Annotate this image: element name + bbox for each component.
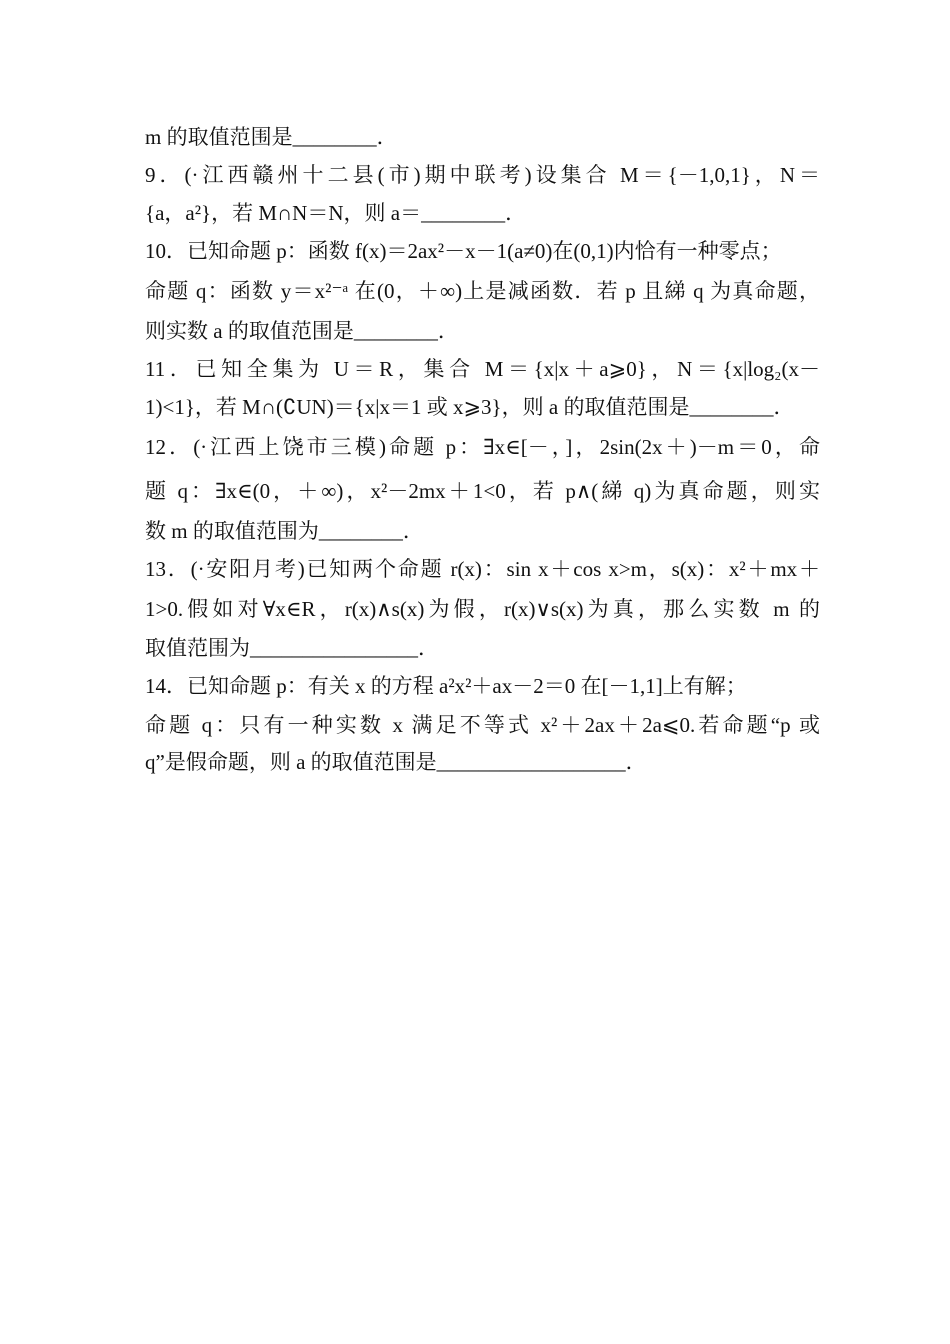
text-line-17: q”是假命题，则 a 的取值范围是__________________． — [145, 750, 647, 774]
text-line-12: 13．(·安阳月考)已知两个命题 r(x)：sin x＋cos x>m，s(x)：x²＋mx＋ — [145, 557, 820, 581]
text-line-13: 1>0.假如对∀x∈R，r(x)∧s(x)为假，r(x)∨s(x)为真，那么实数 m 的 — [145, 597, 820, 621]
text-line-3: {a，a²}，若 M∩N＝N，则 a＝________． — [145, 201, 527, 225]
text-line-10: 题 q：∃x∈(0，＋∞)，x²－2mx＋1<0，若 p∧(綈 q)为真命题，则实 — [145, 479, 820, 503]
text-line-16: 命题 q：只有一种实数 x 满足不等式 x²＋2ax＋2a⩽0.若命题“p 或 — [145, 713, 820, 737]
text-line-6: 则实数 a 的取值范围是________． — [145, 319, 459, 343]
text-line-15: 14．已知命题 p：有关 x 的方程 a²x²＋ax－2＝0 在[－1,1]上有解； — [145, 674, 747, 698]
text-line-4: 10．已知命题 p：函数 f(x)＝2ax²－x－1(a≠0)在(0,1)内恰有一种零点； — [145, 239, 782, 263]
text-line-5: 命题 q：函数 y＝x²⁻ᵃ 在(0，＋∞)上是减函数．若 p 且綈 q 为真命题， — [145, 279, 820, 303]
text-line-11: 数 m 的取值范围为________． — [145, 519, 424, 543]
text-line-7: 11．已知全集为 U＝R，集合 M＝{x|x＋a⩾0}，N＝{x|log₂(x－ — [145, 357, 820, 381]
text-line-2: 9．(·江西赣州十二县(市)期中联考)设集合 M＝{－1,0,1}，N＝ — [145, 163, 820, 187]
text-line-14: 取值范围为________________． — [145, 636, 439, 660]
text-line-1: m 的取值范围是________． — [145, 125, 398, 149]
text-line-9: 12．(·江西上饶市三模)命题 p：∃x∈[－，]，2sin(2x＋)－m＝0，命 — [145, 435, 820, 459]
text-line-8: 1)<1}，若 M∩(∁UN)＝{x|x＝1 或 x⩾3}，则 a 的取值范围是________． — [145, 395, 795, 419]
